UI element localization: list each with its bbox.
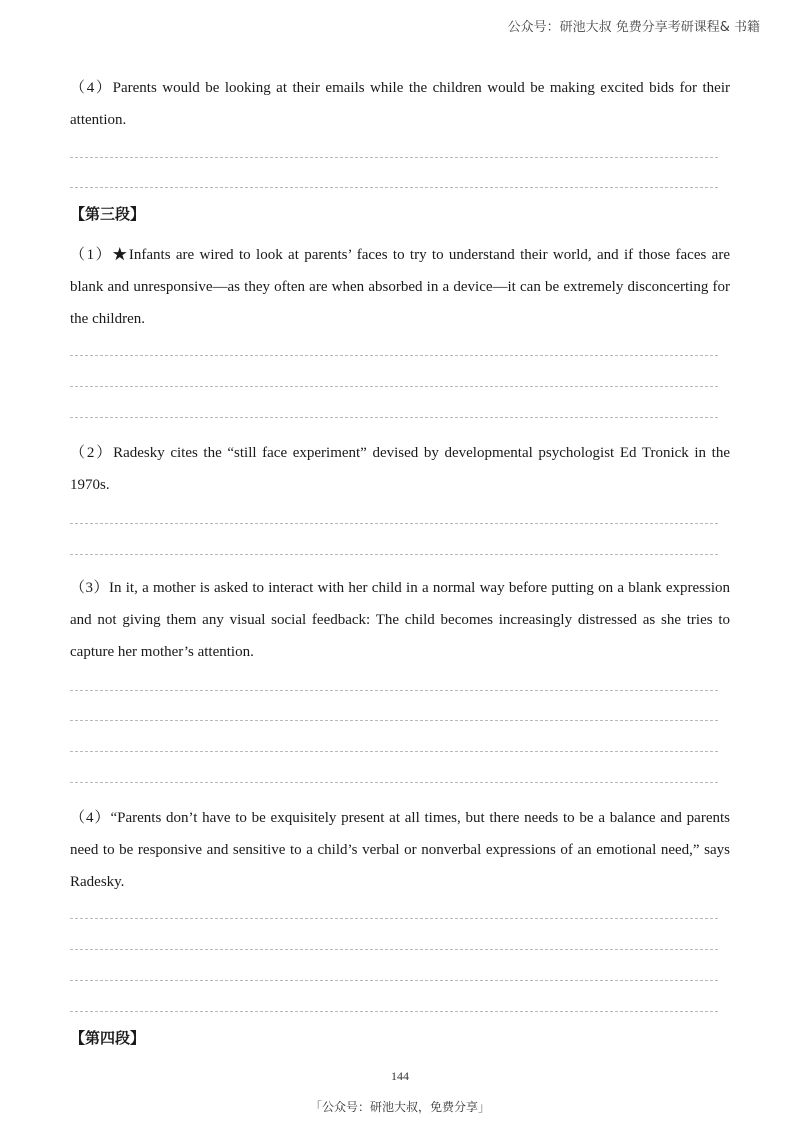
writing-line bbox=[70, 417, 718, 418]
paragraph-text: Parents would be looking at their emails while the children would be making excited bids for their attention. bbox=[70, 80, 730, 128]
paragraph-s3-3 bbox=[70, 572, 730, 668]
paragraph-text: In it, a mother is asked to interact with her child in a normal way before putting on a blank expression and not giving them any visual social feedback: The child becomes increasingly distressed as she tries to capture her mother’s attention. bbox=[70, 580, 730, 660]
section-heading-third: 【第三段】 bbox=[70, 205, 146, 223]
page-number: 144 bbox=[391, 1069, 409, 1083]
writing-line bbox=[70, 751, 718, 752]
paragraph-label: （1） bbox=[70, 247, 113, 263]
paragraph-text: “Parents don’t have to be exquisitely present at all times, but there needs to be a balance and parents need to be responsive and sensitive to a child’s verbal or nonverbal expressions of an emotional need,” says Radesky. bbox=[70, 810, 730, 890]
writing-line bbox=[70, 949, 718, 950]
writing-line bbox=[70, 355, 718, 356]
writing-line bbox=[70, 980, 718, 981]
page-footer: 「公众号：研池大叔，免费分享」 bbox=[309, 1100, 490, 1114]
writing-line bbox=[70, 386, 718, 387]
paragraph-s3-4 bbox=[70, 802, 730, 898]
paragraph-text: Radesky cites the “still face experiment” devised by developmental psychologist Ed Tronick in the 1970s. bbox=[70, 445, 730, 493]
paragraph-s3-1 bbox=[70, 239, 730, 335]
writing-line bbox=[70, 690, 718, 691]
paragraph-label: （4） bbox=[70, 80, 113, 96]
writing-line bbox=[70, 918, 718, 919]
paragraph-label: （2） bbox=[70, 445, 114, 461]
writing-line bbox=[70, 523, 718, 524]
writing-line bbox=[70, 720, 718, 721]
writing-line bbox=[70, 782, 718, 783]
writing-line bbox=[70, 554, 718, 555]
paragraph-label: （4） bbox=[70, 810, 111, 826]
paragraph-text: ★Infants are wired to look at parents’ faces to try to understand their world, and if those faces are blank and unresponsive—as they often are when absorbed in a device—it can be extremely disconcerting for the children. bbox=[70, 247, 730, 327]
paragraph-s3-2 bbox=[70, 437, 730, 501]
paragraph-prev-4 bbox=[70, 72, 730, 136]
writing-line bbox=[70, 187, 718, 188]
writing-line bbox=[70, 1011, 718, 1012]
page-header: 公众号：研池大叔 免费分享考研课程& 书籍 bbox=[507, 20, 760, 35]
writing-line bbox=[70, 157, 718, 158]
section-heading-fourth: 【第四段】 bbox=[70, 1029, 146, 1047]
paragraph-label: （3） bbox=[70, 580, 109, 596]
